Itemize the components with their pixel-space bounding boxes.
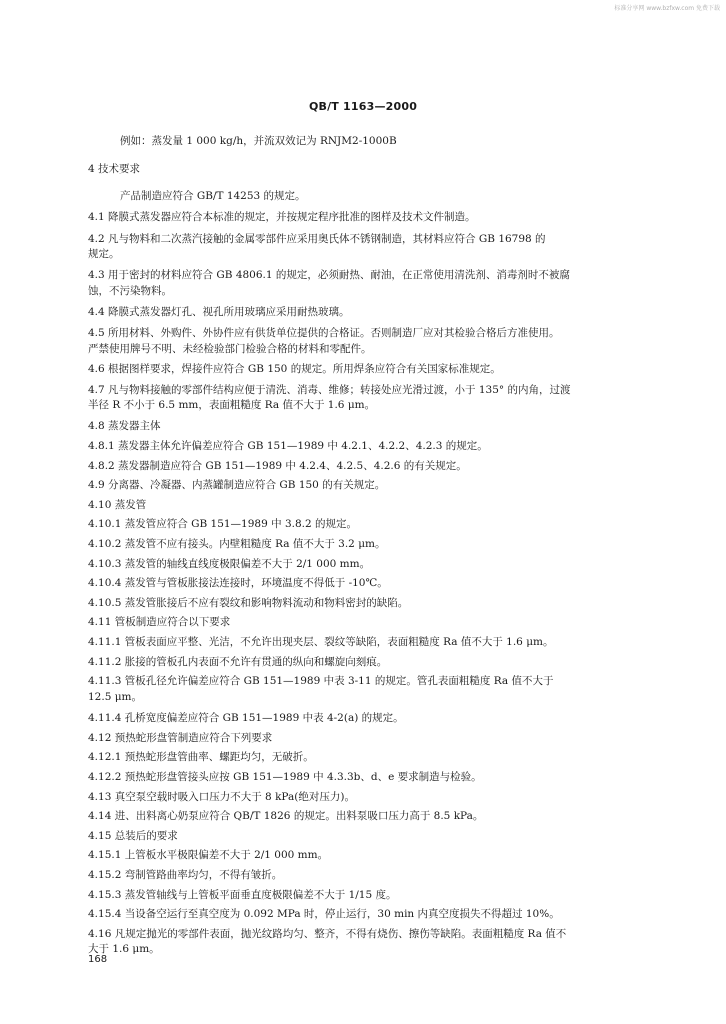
- paragraph-line: 4.10.1 蒸发管应符合 GB 151—1989 中 3.8.2 的规定。: [88, 518, 358, 530]
- paragraph-line: 4.15.2 弯制管路曲率均匀，不得有皱折。: [88, 869, 283, 881]
- paragraph-line: 4.10 蒸发管: [88, 499, 147, 511]
- paragraph-line: 4.8.1 蒸发器主体允许偏差应符合 GB 151—1989 中 4.2.1、4.2.2、4.2.3 的规定。: [88, 440, 488, 452]
- section-heading: 4 技术要求: [88, 163, 141, 175]
- paragraph-line: 4.13 真空泵空载时吸入口压力不大于 8 kPa(绝对压力)。: [88, 791, 355, 803]
- page-header: QB/T 1163—2000: [308, 100, 418, 113]
- paragraph-line: 4.11.2 胀接的管板孔内表面不允许有贯通的纵向和螺旋向刻痕。: [88, 656, 388, 668]
- paragraph-line: 4.12.2 预热蛇形盘管接头应按 GB 151—1989 中 4.3.3b、d、e 要求制造与检验。: [88, 771, 482, 783]
- paragraph-line: 4.10.2 蒸发管不应有接头。内壁粗糙度 Ra 值不大于 3.2 μm。: [88, 538, 386, 550]
- paragraph-line: 4.4 降膜式蒸发器灯孔、视孔所用玻璃应采用耐热玻璃。: [88, 306, 350, 318]
- paragraph-line: 4.9 分离器、冷凝器、内蒸罐制造应符合 GB 150 的有关规定。: [88, 479, 386, 491]
- paragraph-line: 4.6 根据图样要求，焊接件应符合 GB 150 的规定。所用焊条应符合有关国家标准规定。: [88, 363, 501, 375]
- paragraph-line: 4.14 进、出料离心奶泵应符合 QB/T 1826 的规定。出料泵吸口压力高于 8.5 kPa。: [88, 810, 484, 822]
- paragraph-line: 4.11.3 管板孔径允许偏差应符合 GB 151—1989 中表 3-11 的规定。管孔表面粗糙度 Ra 值不大于: [88, 675, 554, 687]
- paragraph-line: 大于 1.6 μm。: [88, 943, 160, 955]
- paragraph-line: 4.11.1 管板表面应平整、光洁，不允许出现夹层、裂纹等缺陷，表面粗糙度 Ra 值不大于 1.6 μm。: [88, 636, 554, 648]
- paragraph-line: 严禁使用牌号不明、未经检验部门检验合格的材料和零配件。: [88, 343, 372, 355]
- paragraph-line: 4.15.4 当设备空运行至真空度为 0.092 MPa 时，停止运行，30 min 内真空度损失不得超过 10%。: [88, 908, 560, 920]
- paragraph-line: 4.2 凡与物料和二次蒸汽接触的金属零部件应采用奥氏体不锈钢制造，其材料应符合 GB 16798 的: [88, 233, 546, 245]
- paragraph-line: 4.15.3 蒸发管轴线与上管板平面垂直度极限偏差不大于 1/15 度。: [88, 889, 397, 901]
- paragraph-line: 4.10.3 蒸发管的轴线直线度极限偏差不大于 2/1 000 mm。: [88, 558, 371, 570]
- paragraph-line: 4.8 蒸发器主体: [88, 420, 161, 432]
- paragraph-line: 4.11 管板制造应符合以下要求: [88, 616, 231, 628]
- paragraph-line: 4.3 用于密封的材料应符合 GB 4806.1 的规定，必须耐热、耐油，在正常使用清洗剂、消毒剂时不被腐: [88, 269, 570, 281]
- page-number: 168: [88, 954, 108, 965]
- paragraph-line: 4.7 凡与物料接触的零部件结构应便于清洗、消毒、维修；转接处应光滑过渡，小于 135° 的内角，过渡: [88, 384, 571, 396]
- paragraph-line: 4.15 总装后的要求: [88, 830, 178, 842]
- paragraph-line: 4.5 所用材料、外购件、外协件应有供货单位提供的合格证。否则制造厂应对其检验合格后方准使用。: [88, 327, 560, 339]
- paragraph-line: 4.1 降膜式蒸发器应符合本标准的规定，并按规定程序批准的图样及技术文件制造。: [88, 211, 476, 223]
- paragraph-line: 4.11.4 孔桥宽度偏差应符合 GB 151—1989 中表 4-2(a) 的规定。: [88, 712, 404, 724]
- example-line: 例如：蒸发量 1 000 kg/h，并流双效记为 RNJM2-1000B: [120, 135, 397, 147]
- paragraph-line: 4.16 凡规定抛光的零部件表面，抛光纹路均匀、整齐，不得有烧伤、擦伤等缺陷。表面粗糙度 Ra 值不: [88, 928, 567, 940]
- paragraph-line: 4.12.1 预热蛇形盘管曲率、螺距均匀，无破折。: [88, 751, 314, 763]
- paragraph-line: 4.8.2 蒸发器制造应符合 GB 151—1989 中 4.2.4、4.2.5、4.2.6 的有关规定。: [88, 460, 467, 472]
- paragraph-line: 规定。: [88, 248, 120, 260]
- paragraph-line: 4.10.4 蒸发管与管板胀接法连接时，环境温度不得低于 -10℃。: [88, 577, 388, 589]
- paragraph-line: 产品制造应符合 GB/T 14253 的规定。: [120, 190, 306, 202]
- paragraph-line: 蚀，不污染物料。: [88, 285, 172, 297]
- watermark: 标准分享网 www.bzfxw.com 免费下载: [614, 5, 720, 12]
- paragraph-line: 4.15.1 上管板水平极限偏差不大于 2/1 000 mm。: [88, 849, 329, 861]
- paragraph-line: 半径 R 不小于 6.5 mm，表面粗糙度 Ra 值不大于 1.6 μm。: [88, 399, 376, 411]
- paragraph-line: 4.10.5 蒸发管胀接后不应有裂纹和影响物料流动和物料密封的缺陷。: [88, 597, 409, 609]
- paragraph-line: 4.12 预热蛇形盘管制造应符合下列要求: [88, 732, 273, 744]
- paragraph-line: 12.5 μm。: [88, 691, 142, 703]
